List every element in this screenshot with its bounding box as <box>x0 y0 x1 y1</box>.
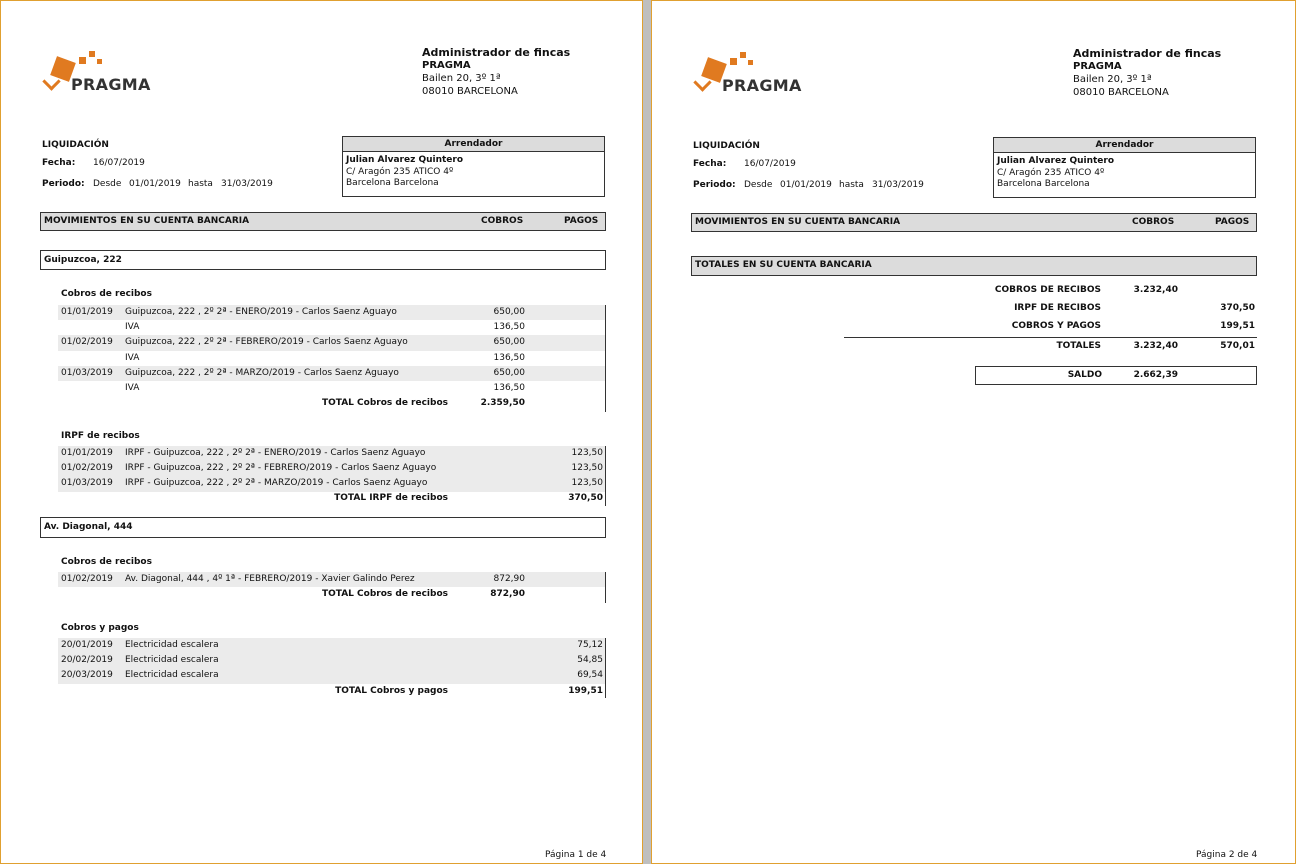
row-date: 01/01/2019 <box>61 448 113 458</box>
row-description: Guipuzcoa, 222 , 2º 2ª - MARZO/2019 - Carlos Saenz Aguayo <box>125 367 399 378</box>
saldo-value: 2.662,39 <box>1133 370 1178 380</box>
totals-row-label: IRPF DE RECIBOS <box>1014 303 1101 313</box>
table-border <box>605 446 606 506</box>
total-cobros: 2.359,50 <box>480 398 525 408</box>
fecha-value: 16/07/2019 <box>744 159 796 169</box>
table-border <box>605 572 606 603</box>
totales-label: TOTALES <box>1056 341 1101 351</box>
periodo-label: Periodo: <box>693 180 736 190</box>
arrendador-header: Arrendador <box>343 137 604 152</box>
row-date: 20/03/2019 <box>61 670 113 681</box>
arrendador-name: Julian Alvarez Quintero <box>346 155 464 165</box>
total-label: TOTAL Cobros de recibos <box>321 398 448 408</box>
section-title: Cobros de recibos <box>61 289 152 299</box>
total-pagos: 370,50 <box>568 493 603 503</box>
company-address: Bailen 20, 3º 1ª <box>422 73 501 84</box>
totales-pagos: 570,01 <box>1220 341 1255 351</box>
periodo-desde: 01/01/2019 <box>129 179 181 189</box>
arrendador-address: C/ Aragón 235 ATICO 4º <box>346 167 454 177</box>
logo-square <box>748 60 753 65</box>
periodo-hasta-label: hasta <box>188 179 213 189</box>
logo-square <box>740 52 746 58</box>
row-description: IVA <box>125 383 140 393</box>
row-description: Electricidad escalera <box>125 670 219 681</box>
logo-square <box>97 59 102 64</box>
arrendador-city: Barcelona Barcelona <box>997 179 1090 189</box>
total-label: TOTAL IRPF de recibos <box>334 493 448 503</box>
table-border <box>605 638 606 698</box>
fecha-label: Fecha: <box>693 159 727 169</box>
row-date: 01/02/2019 <box>61 463 113 474</box>
row-description: Guipuzcoa, 222 , 2º 2ª - ENERO/2019 - Carlos Saenz Aguayo <box>125 307 397 317</box>
totals-row-pago: 370,50 <box>1220 303 1255 313</box>
fecha-label: Fecha: <box>42 158 76 168</box>
row-pago: 75,12 <box>577 640 603 650</box>
property-name: Guipuzcoa, 222 <box>44 255 122 265</box>
total-label: TOTAL Cobros y pagos <box>335 686 448 696</box>
report-page-2 <box>651 0 1296 864</box>
table-border <box>605 305 606 412</box>
logo-square <box>730 58 737 65</box>
arrendador-city: Barcelona Barcelona <box>346 178 439 188</box>
row-date: 20/02/2019 <box>61 655 113 666</box>
row-description: Guipuzcoa, 222 , 2º 2ª - FEBRERO/2019 - Carlos Saenz Aguayo <box>125 337 408 348</box>
row-pago: 123,50 <box>571 478 603 489</box>
row-description: Av. Diagonal, 444 , 4º 1ª - FEBRERO/2019 - Xavier Galindo Perez <box>125 574 415 584</box>
section-title: IRPF de recibos <box>61 431 140 441</box>
movimientos-header <box>40 212 606 231</box>
row-cobro: 872,90 <box>493 574 525 584</box>
row-description: IVA <box>125 322 140 333</box>
row-description: IRPF - Guipuzcoa, 222 , 2º 2ª - MARZO/2019 - Carlos Saenz Aguayo <box>125 478 428 489</box>
arrendador-box <box>342 136 605 197</box>
movimientos-header <box>691 213 1257 232</box>
pagos-column-header: PAGOS <box>1215 217 1250 227</box>
row-cobro: 650,00 <box>493 367 525 378</box>
arrendador-address: C/ Aragón 235 ATICO 4º <box>997 168 1105 178</box>
totales-cobros: 3.232,40 <box>1133 341 1178 351</box>
row-date: 01/03/2019 <box>61 478 113 489</box>
doc-title: LIQUIDACIÓN <box>42 140 109 150</box>
arrendador-box <box>993 137 1256 198</box>
cobros-column-header: COBROS <box>1132 217 1175 227</box>
company-name: PRAGMA <box>422 60 471 71</box>
row-description: IRPF - Guipuzcoa, 222 , 2º 2ª - FEBRERO/2019 - Carlos Saenz Aguayo <box>125 463 437 474</box>
row-description: IVA <box>125 352 140 363</box>
company-city: 08010 BARCELONA <box>1073 87 1169 98</box>
row-pago: 123,50 <box>571 463 603 474</box>
row-description: Electricidad escalera <box>125 655 219 666</box>
cobros-column-header: COBROS <box>481 216 524 226</box>
property-header <box>40 517 606 538</box>
company-role: Administrador de fincas <box>1073 47 1222 60</box>
row-date: 01/02/2019 <box>61 574 113 584</box>
movimientos-title: MOVIMIENTOS EN SU CUENTA BANCARIA <box>695 217 901 227</box>
periodo-desde: 01/01/2019 <box>780 180 832 190</box>
saldo-label: SALDO <box>1067 370 1102 380</box>
logo-square <box>89 51 95 57</box>
total-label: TOTAL Cobros de recibos <box>321 589 448 599</box>
periodo-hasta-label: hasta <box>839 180 864 190</box>
company-name: PRAGMA <box>1073 61 1122 72</box>
logo-wordmark: PRAGMA <box>71 75 151 94</box>
periodo-hasta: 31/03/2019 <box>872 180 924 190</box>
periodo-hasta: 31/03/2019 <box>221 179 273 189</box>
section-title: Cobros y pagos <box>61 623 139 633</box>
totals-separator <box>844 337 1257 338</box>
totals-row-cobro: 3.232,40 <box>1133 285 1178 295</box>
arrendador-name: Julian Alvarez Quintero <box>997 156 1115 166</box>
company-role: Administrador de fincas <box>422 46 571 59</box>
periodo-desde-label: Desde <box>93 179 122 189</box>
periodo-label: Periodo: <box>42 179 85 189</box>
row-description: IRPF - Guipuzcoa, 222 , 2º 2ª - ENERO/2019 - Carlos Saenz Aguayo <box>125 448 426 458</box>
pagos-column-header: PAGOS <box>564 216 599 226</box>
company-address: Bailen 20, 3º 1ª <box>1073 74 1152 85</box>
row-cobro: 136,50 <box>493 322 525 333</box>
totals-row-pago: 199,51 <box>1220 321 1255 331</box>
row-cobro: 650,00 <box>493 337 525 348</box>
row-pago: 69,54 <box>577 670 603 681</box>
total-pagos: 199,51 <box>568 686 603 696</box>
company-city: 08010 BARCELONA <box>422 86 518 97</box>
page-footer: Página 2 de 4 <box>1196 850 1258 860</box>
logo-wordmark: PRAGMA <box>722 76 802 95</box>
row-cobro: 136,50 <box>493 383 525 393</box>
totals-row-label: COBROS DE RECIBOS <box>994 285 1101 295</box>
totales-header <box>691 256 1257 276</box>
row-date: 01/03/2019 <box>61 367 113 378</box>
row-pago: 123,50 <box>571 448 603 458</box>
row-pago: 54,85 <box>577 655 603 666</box>
row-date: 01/01/2019 <box>61 307 113 317</box>
fecha-value: 16/07/2019 <box>93 158 145 168</box>
row-date: 01/02/2019 <box>61 337 113 348</box>
doc-title: LIQUIDACIÓN <box>693 141 760 151</box>
report-page-1 <box>0 0 643 864</box>
totals-row-label: COBROS Y PAGOS <box>1011 321 1101 331</box>
saldo-box <box>975 366 1257 385</box>
property-header <box>40 250 606 270</box>
property-name: Av. Diagonal, 444 <box>44 522 133 532</box>
totales-title: TOTALES EN SU CUENTA BANCARIA <box>695 260 872 270</box>
logo-square <box>79 57 86 64</box>
arrendador-header: Arrendador <box>994 138 1255 153</box>
row-date: 20/01/2019 <box>61 640 113 650</box>
row-description: Electricidad escalera <box>125 640 219 650</box>
total-cobros: 872,90 <box>490 589 525 599</box>
section-title: Cobros de recibos <box>61 557 152 567</box>
row-cobro: 136,50 <box>493 352 525 363</box>
row-cobro: 650,00 <box>493 307 525 317</box>
page-footer: Página 1 de 4 <box>545 850 607 860</box>
movimientos-title: MOVIMIENTOS EN SU CUENTA BANCARIA <box>44 216 250 226</box>
periodo-desde-label: Desde <box>744 180 773 190</box>
